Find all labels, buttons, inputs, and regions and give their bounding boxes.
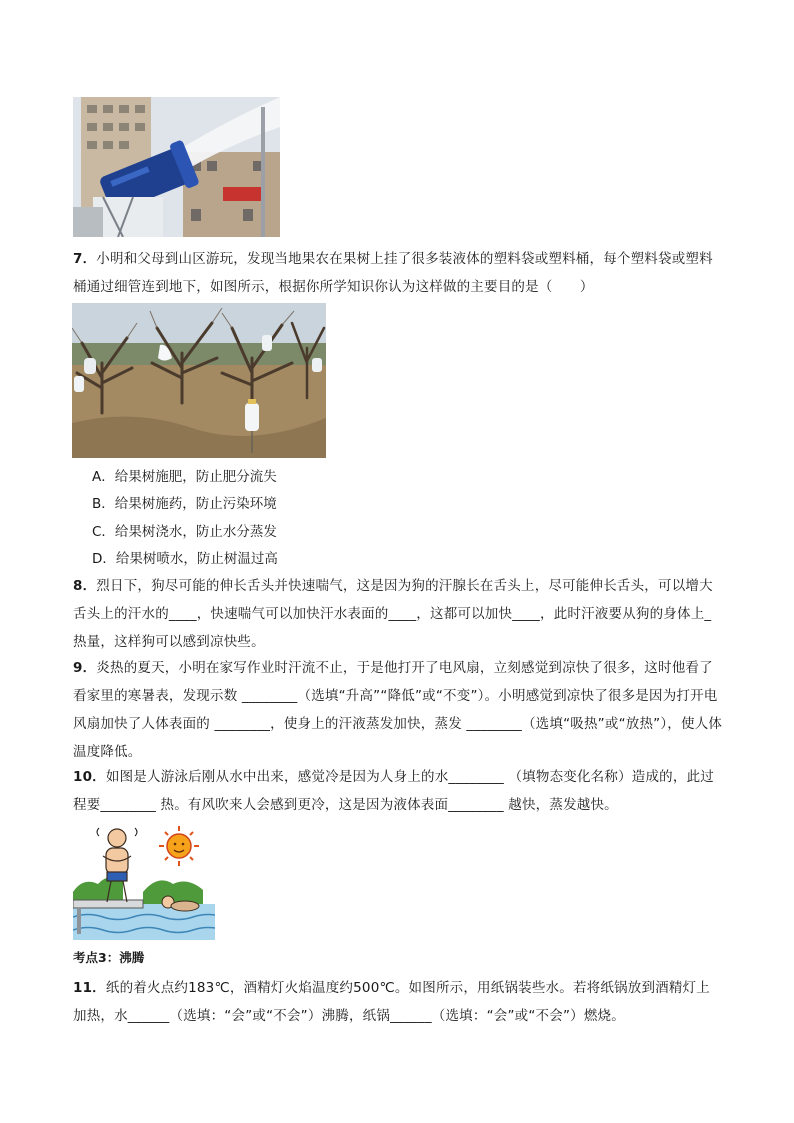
swimmer-illustration [73,822,215,940]
question-11 [73,974,723,1030]
question-8 [73,572,723,656]
question-number: 10． [73,769,106,785]
fog-cannon-photo [73,97,280,237]
question-number: 11． [73,980,106,996]
question-9 [73,654,723,766]
question-text: 纸的着火点约183℃，酒精灯火焰温度约500℃。如图所示，用纸锅装些水。若将纸锅放到酒精灯上加热，水______（选填：“会”或“不会”）沸腾，纸锅______（选填：“会”或“不会”）燃烧。 [73,980,710,1024]
question-number: 9． [73,660,97,676]
question-text: 小明和父母到山区游玩，发现当地果农在果树上挂了很多装液体的塑料袋或塑料桶，每个塑料袋或塑料桶通过细管连到地下，如图所示，根据你所学知识你认为这样做的主要目的是（ ） [73,251,713,295]
orchard-photo [72,303,326,458]
option-a: A．给果树施肥，防止肥分流失 [92,469,277,485]
question-text: 如图是人游泳后刚从水中出来，感觉冷是因为人身上的水________ （填物态变化名称）造成的，此过程要________ 热。有风吹来人会感到更冷，这是因为液体表面________ 越快，蒸发越快。 [73,769,714,813]
question-text: 炎热的夏天，小明在家写作业时汗流不止，于是他打开了电风扇，立刻感觉到凉快了很多，这时他看了看家里的寒暑表，发现示数 ________（选填“升高”“降低”或“不变”）。小明感觉到凉快了很多是因为打开电风扇加快了人体表面的 ________，使身上的汗液蒸发加快，蒸发 ________（选填“吸热”或“放热”），使人体温度降低。 [73,660,723,760]
section-heading: 考点3：沸腾 [73,950,145,965]
option-c: C．给果树浇水，防止水分蒸发 [92,524,277,540]
option-d: D．给果树喷水，防止树温过高 [92,551,278,567]
question-text: 烈日下，狗尽可能的伸长舌头并快速喘气，这是因为狗的汗腺长在舌头上，尽可能伸长舌头，可以增大舌头上的汗水的____，快速喘气可以加快汗水表面的____，这都可以加快____，此时汗液要从狗的身体上_热量，这样狗可以感到凉快些。 [73,578,713,650]
option-b: B．给果树施药，防止污染环境 [92,496,277,512]
question-10 [73,763,723,819]
question-number: 8． [73,578,97,594]
question-number: 7． [73,251,97,267]
question-7 [73,245,723,301]
